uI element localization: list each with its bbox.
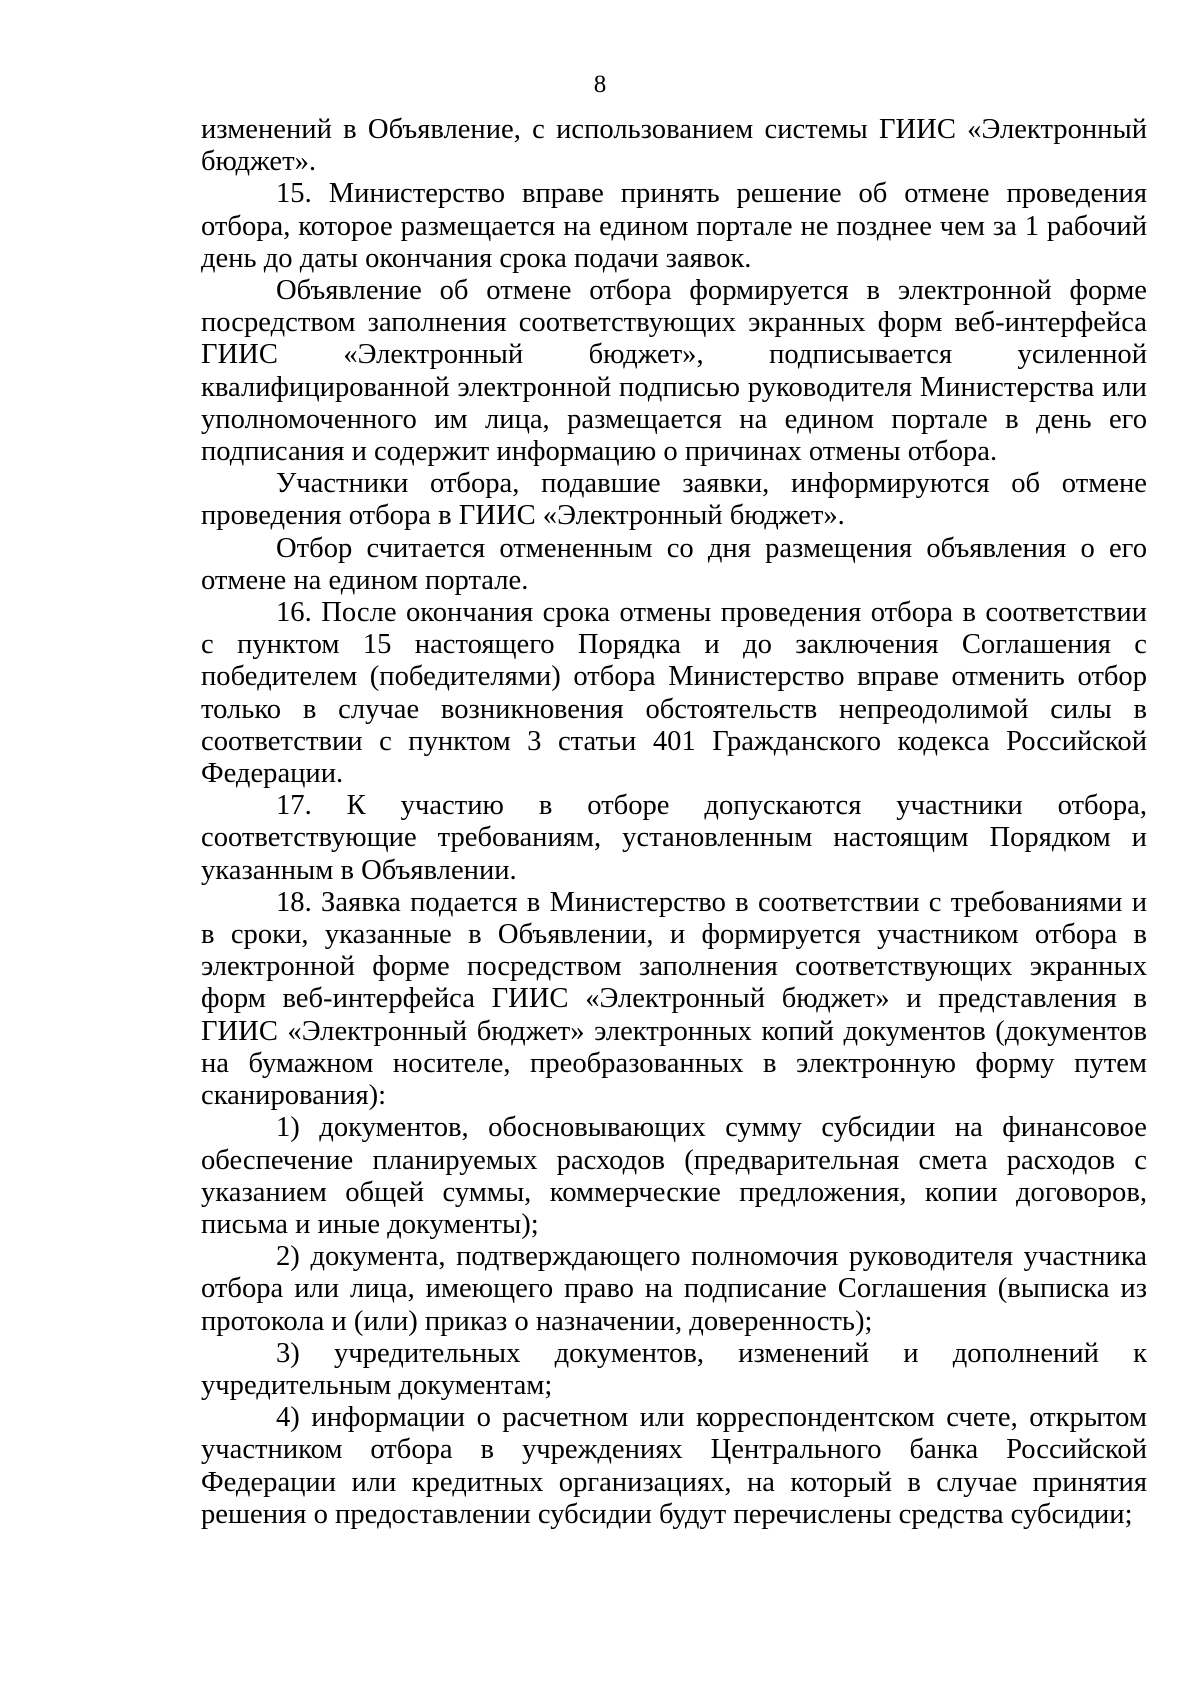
paragraph-item-18: 18. Заявка подается в Министерство в соответствии с требованиями и в сроки, указанные в Объявлении, и формируется участником отбора в электронной форме посредством заполнения соответствующих экранных форм веб-интерфейса ГИИС «Электронный бюджет» и представления в ГИИС «Электронный бюджет» электронных копий документов (документов на бумажном носителе, преобразованных в электронную форму путем сканирования):	[201, 886, 1147, 1112]
paragraph-item-17: 17. К участию в отборе допускаются участники отбора, соответствующие требованиям, установленным настоящим Порядком и указанным в Объявлении.	[201, 790, 1147, 886]
paragraph-participants-informed: Участники отбора, подавшие заявки, информируются об отмене проведения отбора в ГИИС «Электронный бюджет».	[201, 468, 1147, 532]
paragraph-item-16: 16. После окончания срока отмены проведения отбора в соответствии с пунктом 15 настоящего Порядка и до заключения Соглашения с победителем (победителями) отбора Министерство вправе отменить отбор только в случае возникновения обстоятельств непреодолимой силы в соответствии с пунктом 3 статьи 401 Гражданского кодекса Российской Федерации.	[201, 597, 1147, 790]
list-item-4: 4) информации о расчетном или корреспондентском счете, открытом участником отбора в учреждениях Центрального банка Российской Федерации или кредитных организациях, на который в случае принятия решения о предоставлении субсидии будут перечислены средства субсидии;	[201, 1402, 1147, 1530]
paragraph-cancel-announcement: Объявление об отмене отбора формируется в электронной форме посредством заполнения соответствующих экранных форм веб-интерфейса ГИИС «Электронный бюджет», подписывается усиленной квалифицированной электронной подписью руководителя Министерства или уполномоченного им лица, размещается на едином портале в день его подписания и содержит информацию о причинах отмены отбора.	[201, 275, 1147, 468]
list-item-3: 3) учредительных документов, изменений и дополнений к учредительным документам;	[201, 1337, 1147, 1401]
list-item-1: 1) документов, обосновывающих сумму субсидии на финансовое обеспечение планируемых расходов (предварительная смета расходов с указанием общей суммы, коммерческие предложения, копии договоров, письма и иные документы);	[201, 1112, 1147, 1240]
paragraph-continuation: изменений в Объявление, с использованием системы ГИИС «Электронный бюджет».	[201, 114, 1147, 178]
list-item-2: 2) документа, подтверждающего полномочия руководителя участника отбора или лица, имеющего право на подписание Соглашения (выписка из протокола и (или) приказ о назначении, доверенность);	[201, 1241, 1147, 1337]
document-body	[201, 114, 1147, 1531]
page-number: 8	[593, 71, 607, 98]
paragraph-item-15: 15. Министерство вправе принять решение об отмене проведения отбора, которое размещается на едином портале не позднее чем за 1 рабочий день до даты окончания срока подачи заявок.	[201, 178, 1147, 274]
paragraph-selection-cancelled: Отбор считается отмененным со дня размещения объявления о его отмене на едином портале.	[201, 532, 1147, 596]
